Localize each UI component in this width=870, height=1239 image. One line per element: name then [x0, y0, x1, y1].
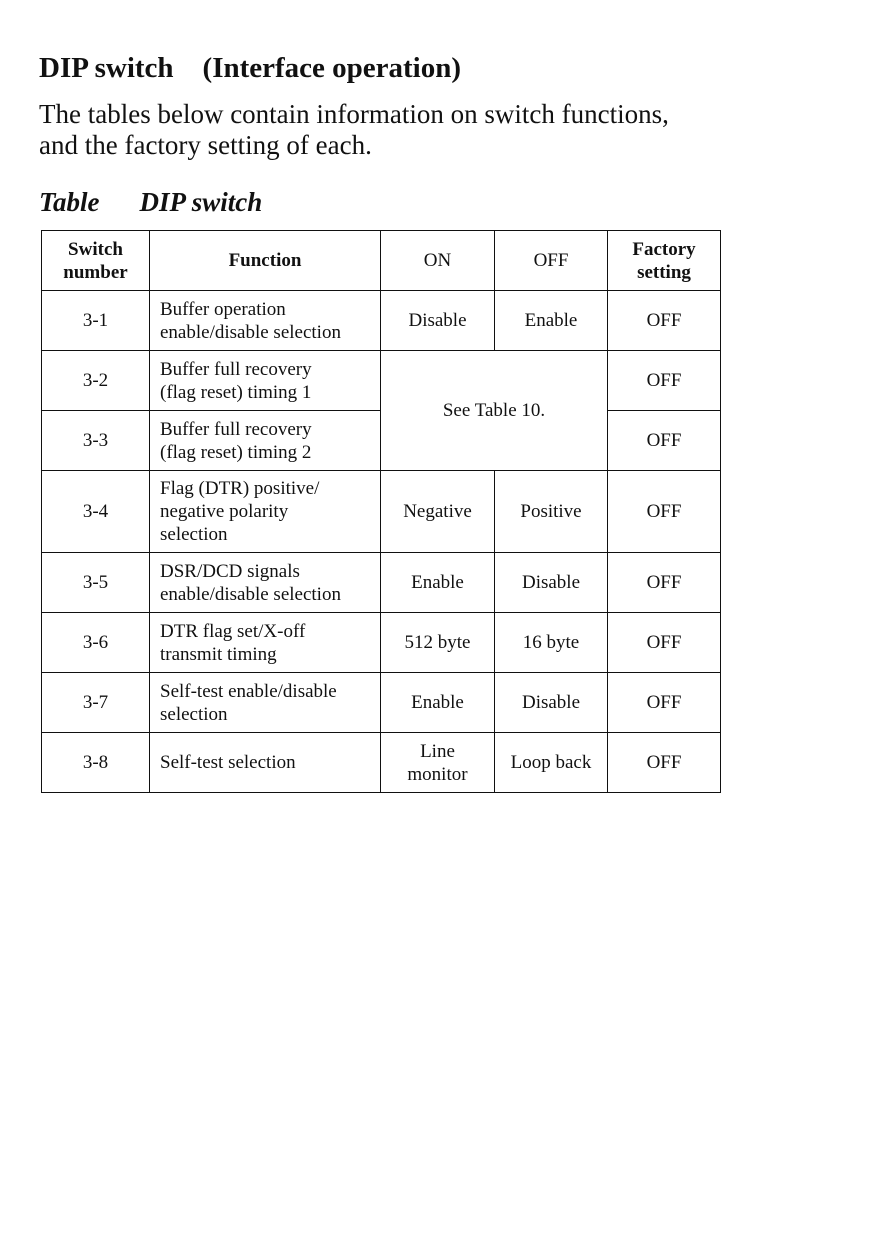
off-cell: Enable — [495, 291, 608, 351]
function-cell: Buffer operation enable/disable selection — [150, 291, 381, 351]
table-row — [42, 613, 721, 673]
dip-switch-table — [41, 230, 721, 793]
factory-cell: OFF — [608, 351, 721, 411]
factory-cell: OFF — [608, 673, 721, 733]
on-cell: Enable — [381, 673, 495, 733]
function-cell: Self-test selection — [150, 733, 381, 793]
off-cell: Disable — [495, 673, 608, 733]
function-cell: Flag (DTR) positive/ negative polarity selection — [150, 471, 381, 553]
on-cell: Negative — [381, 471, 495, 553]
function-cell: Self-test enable/disable selection — [150, 673, 381, 733]
function-cell: DTR flag set/X-off transmit timing — [150, 613, 381, 673]
switch-number: 3-8 — [42, 733, 150, 793]
table-row — [42, 673, 721, 733]
switch-number: 3-2 — [42, 351, 150, 411]
off-cell: Disable — [495, 553, 608, 613]
switch-number: 3-4 — [42, 471, 150, 553]
table-row — [42, 351, 721, 411]
switch-number: 3-5 — [42, 553, 150, 613]
header-function: Function — [150, 231, 381, 291]
off-cell: Positive — [495, 471, 608, 553]
switch-number: 3-1 — [42, 291, 150, 351]
table-row — [42, 733, 721, 793]
on-cell: Enable — [381, 553, 495, 613]
off-cell: Loop back — [495, 733, 608, 793]
table-row — [42, 291, 721, 351]
header-on: ON — [381, 231, 495, 291]
switch-number: 3-3 — [42, 411, 150, 471]
table-row — [42, 471, 721, 553]
header-switch-number: Switch number — [42, 231, 150, 291]
factory-cell: OFF — [608, 553, 721, 613]
function-cell: DSR/DCD signals enable/disable selection — [150, 553, 381, 613]
header-factory-setting: Factory setting — [608, 231, 721, 291]
factory-cell: OFF — [608, 291, 721, 351]
table-caption — [39, 187, 262, 218]
table-row — [42, 553, 721, 613]
switch-number: 3-7 — [42, 673, 150, 733]
function-cell: Buffer full recovery (flag reset) timing 1 — [150, 351, 381, 411]
on-cell: Disable — [381, 291, 495, 351]
see-table-cell: See Table 10. — [381, 351, 608, 471]
on-cell: Line monitor — [381, 733, 495, 793]
function-cell: Buffer full recovery (flag reset) timing 2 — [150, 411, 381, 471]
caption-label: Table — [39, 187, 100, 217]
off-cell: 16 byte — [495, 613, 608, 673]
on-cell: 512 byte — [381, 613, 495, 673]
page-title: DIP switch (Interface operation) — [39, 52, 462, 84]
factory-cell: OFF — [608, 733, 721, 793]
factory-cell: OFF — [608, 411, 721, 471]
intro-paragraph: The tables below contain information on switch functions, and the factory setting of each. — [39, 99, 669, 160]
factory-cell: OFF — [608, 471, 721, 553]
header-off: OFF — [495, 231, 608, 291]
table-header-row — [42, 231, 721, 291]
caption-title: DIP switch — [139, 187, 263, 217]
switch-number: 3-6 — [42, 613, 150, 673]
factory-cell: OFF — [608, 613, 721, 673]
